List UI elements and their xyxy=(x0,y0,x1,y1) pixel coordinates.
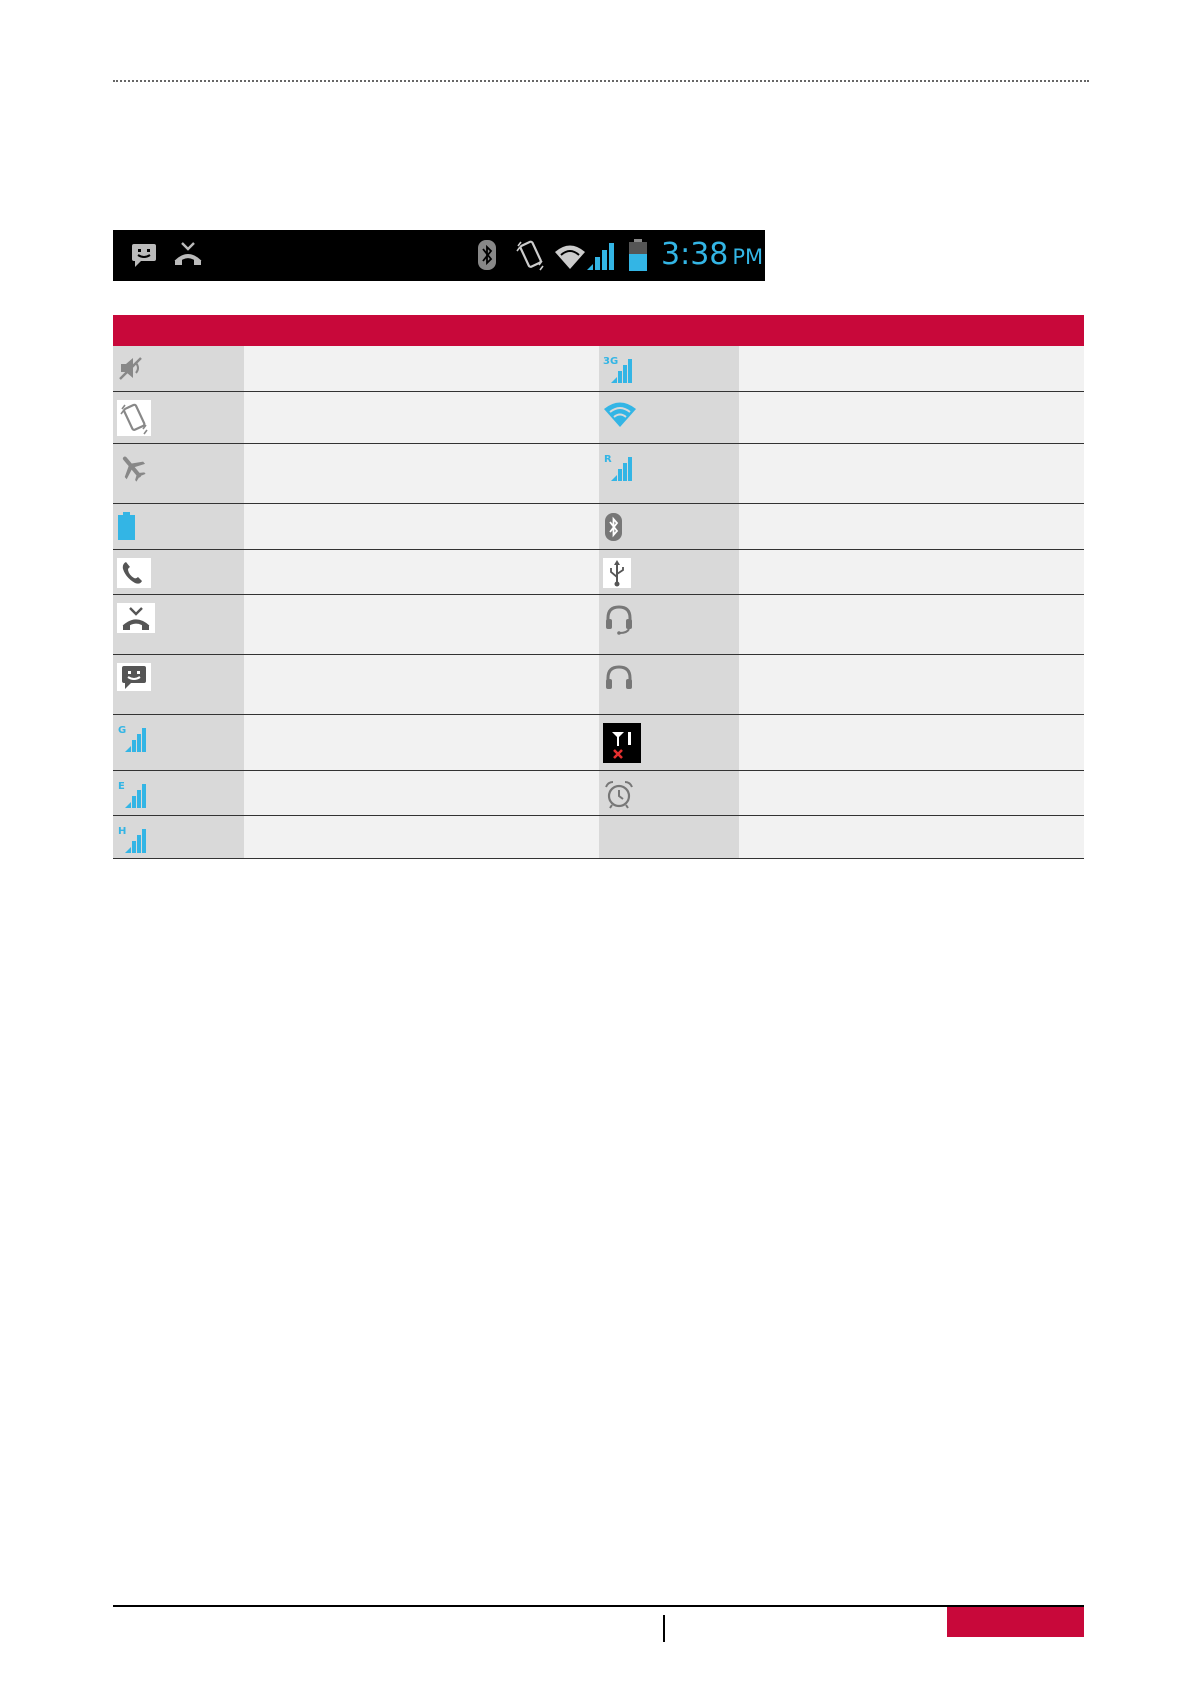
table-row xyxy=(113,391,1084,443)
description-cell xyxy=(739,549,1084,594)
vibrate-icon-box xyxy=(117,400,151,436)
description-cell xyxy=(739,654,1084,714)
icon-cell xyxy=(599,503,739,549)
description-cell xyxy=(739,443,1084,503)
description-cell xyxy=(244,815,599,858)
icon-cell xyxy=(599,654,739,714)
description-cell xyxy=(244,654,599,714)
header-dotted-rule xyxy=(113,80,1089,82)
status-time xyxy=(661,236,763,276)
new-message-icon-box xyxy=(117,663,151,691)
description-cell xyxy=(244,443,599,503)
vibrate-icon xyxy=(515,238,545,272)
description-cell xyxy=(244,391,599,443)
signal-h-icon xyxy=(117,824,149,854)
table-row xyxy=(113,549,1084,594)
table-row xyxy=(113,346,1084,391)
missed-call-icon xyxy=(117,603,155,633)
description-cell xyxy=(244,346,599,391)
missed-call-icon xyxy=(174,240,202,268)
icon-cell xyxy=(113,549,244,594)
table-row xyxy=(113,503,1084,549)
status-time-value: 3:38 xyxy=(661,237,729,272)
footer-rule xyxy=(113,1605,1084,1607)
icon-cell xyxy=(599,770,739,815)
vibrate-icon xyxy=(117,400,151,436)
description-cell xyxy=(244,549,599,594)
description-cell xyxy=(244,714,599,770)
description-cell xyxy=(739,714,1084,770)
icon-cell xyxy=(113,503,244,549)
signal-roaming-icon xyxy=(603,452,635,482)
headphone-icon xyxy=(603,663,635,691)
bluetooth-icon xyxy=(603,512,625,542)
svg-text:R: R xyxy=(604,453,612,465)
description-cell xyxy=(739,391,1084,443)
no-sim-icon xyxy=(603,723,641,763)
battery-icon xyxy=(628,238,648,272)
icon-cell xyxy=(113,594,244,654)
icon-cell xyxy=(113,770,244,815)
svg-text:G: G xyxy=(118,724,127,736)
icon-cell xyxy=(113,654,244,714)
signal-g-icon xyxy=(117,723,149,753)
airplane-mode-icon xyxy=(117,452,147,482)
table-row xyxy=(113,770,1084,815)
signal-3g-icon xyxy=(603,354,635,384)
page-number-tab xyxy=(947,1607,1084,1637)
mute-icon xyxy=(117,354,145,382)
table-row xyxy=(113,443,1084,503)
icon-cell xyxy=(599,443,739,503)
icon-cell xyxy=(113,714,244,770)
icon-cell xyxy=(599,714,739,770)
icon-cell xyxy=(113,443,244,503)
description-cell xyxy=(739,770,1084,815)
icon-cell xyxy=(599,391,739,443)
icon-cell xyxy=(113,391,244,443)
icon-cell xyxy=(599,594,739,654)
icon-cell xyxy=(599,815,739,858)
svg-text:H: H xyxy=(118,825,127,837)
table-header-bar xyxy=(113,315,1084,346)
status-ampm: PM xyxy=(732,245,764,269)
table-row xyxy=(113,714,1084,770)
headset-mic-icon xyxy=(603,603,635,635)
table-row xyxy=(113,594,1084,654)
description-cell xyxy=(739,815,1084,858)
status-icon-table xyxy=(113,346,1084,859)
missed-call-icon-box xyxy=(117,603,155,633)
table-row xyxy=(113,654,1084,714)
icon-cell xyxy=(113,346,244,391)
new-message-icon xyxy=(117,663,151,691)
description-cell xyxy=(739,594,1084,654)
svg-text:3G: 3G xyxy=(603,356,619,367)
icon-cell xyxy=(113,815,244,858)
description-cell xyxy=(244,770,599,815)
bluetooth-icon xyxy=(476,239,498,271)
message-icon xyxy=(130,241,158,269)
description-cell xyxy=(244,594,599,654)
call-icon-box xyxy=(117,558,151,588)
wifi-icon xyxy=(603,400,637,428)
battery-icon xyxy=(117,512,137,540)
signal-e-icon xyxy=(117,779,149,809)
table-row xyxy=(113,815,1084,858)
status-bar-screenshot xyxy=(113,230,765,281)
svg-text:E: E xyxy=(118,780,125,792)
call-icon xyxy=(117,558,151,588)
icon-cell xyxy=(599,549,739,594)
description-cell xyxy=(244,503,599,549)
description-cell xyxy=(739,346,1084,391)
usb-icon xyxy=(603,558,631,588)
icon-cell xyxy=(599,346,739,391)
wifi-signal-icon xyxy=(554,240,616,272)
description-cell xyxy=(739,503,1084,549)
alarm-icon xyxy=(603,779,635,809)
footer-divider xyxy=(663,1615,665,1642)
usb-icon-box xyxy=(603,558,631,588)
